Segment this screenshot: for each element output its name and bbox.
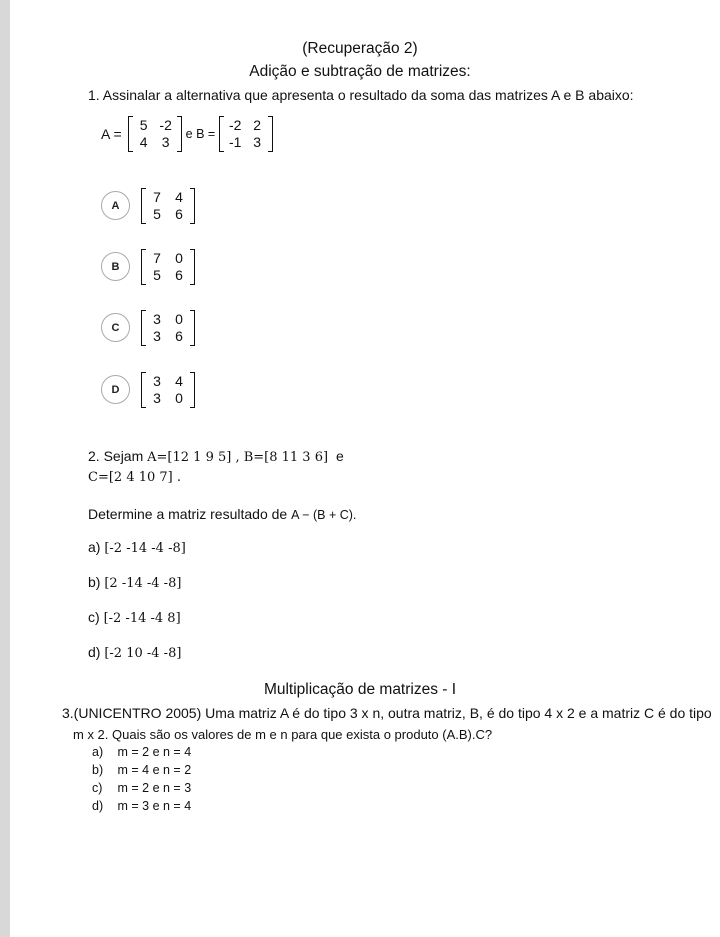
option-c-button[interactable] bbox=[101, 313, 130, 342]
matrix-cell: 6 bbox=[175, 328, 183, 344]
option-c-matrix bbox=[141, 310, 195, 346]
option-letter: B bbox=[111, 260, 120, 273]
answer-label: a) bbox=[88, 539, 101, 555]
option-a-matrix bbox=[141, 188, 195, 224]
matrix-cell: -2 bbox=[228, 117, 242, 133]
question-2-answer-b[interactable] bbox=[88, 574, 181, 591]
matrix-b bbox=[219, 116, 273, 152]
question-1-equation bbox=[101, 116, 273, 152]
option-b-button[interactable] bbox=[101, 252, 130, 281]
matrix-cell: 0 bbox=[175, 311, 183, 327]
matrix-cell: 3 bbox=[153, 390, 161, 406]
question-3-answer-a[interactable] bbox=[92, 745, 191, 759]
matrix-cell: 5 bbox=[153, 206, 161, 222]
question-3-line-2: m x 2. Quais são os valores de m e n para que exista o produto (A.B).C? bbox=[73, 727, 493, 742]
matrix-cell: 4 bbox=[175, 373, 183, 389]
question-3-answer-c[interactable] bbox=[92, 781, 191, 795]
question-2-answer-c[interactable] bbox=[88, 609, 181, 626]
question-3-line-1: 3.(UNICENTRO 2005) Uma matriz A é do tipo 3 x n, outra matriz, B, é do tipo 4 x 2 e a matriz C é do tipo bbox=[62, 705, 712, 721]
option-a-button[interactable] bbox=[101, 191, 130, 220]
matrix-cell: 6 bbox=[175, 267, 183, 283]
answer-value: m = 2 e n = 4 bbox=[117, 745, 192, 759]
question-3-answer-d[interactable] bbox=[92, 799, 191, 813]
question-2-prompt-text: Determine a matriz resultado de bbox=[88, 506, 288, 522]
matrix-cell: 5 bbox=[139, 117, 148, 133]
question-3-answer-b[interactable] bbox=[92, 763, 191, 777]
option-letter: D bbox=[111, 383, 120, 396]
matrix-cell: 4 bbox=[175, 189, 183, 205]
matrix-cell: 3 bbox=[153, 373, 161, 389]
answer-value: m = 3 e n = 4 bbox=[117, 799, 192, 813]
question-2-expression: A − (B + C). bbox=[291, 508, 357, 522]
answer-value: m = 4 e n = 2 bbox=[117, 763, 192, 777]
matrix-a-label: A = bbox=[101, 126, 122, 142]
matrix-cell: 0 bbox=[175, 390, 183, 406]
answer-label: a) bbox=[92, 745, 104, 759]
question-2-connector: e bbox=[335, 448, 344, 464]
matrix-connector: e B = bbox=[185, 127, 216, 141]
matrix-cell: 3 bbox=[253, 134, 262, 150]
page-title: (Recuperação 2) bbox=[302, 40, 418, 57]
matrix-cell: 6 bbox=[175, 206, 183, 222]
option-d-matrix bbox=[141, 372, 195, 408]
page-left-margin bbox=[0, 0, 10, 937]
answer-label: d) bbox=[92, 799, 104, 813]
option-letter: C bbox=[111, 321, 120, 334]
matrix-cell: 5 bbox=[153, 267, 161, 283]
answer-value: [-2 -14 -4 8] bbox=[103, 611, 181, 626]
answer-label: c) bbox=[88, 609, 100, 625]
matrix-a bbox=[128, 116, 182, 152]
matrix-cell: 2 bbox=[253, 117, 262, 133]
matrix-cell: -1 bbox=[228, 134, 242, 150]
option-b-matrix bbox=[141, 249, 195, 285]
question-2-answer-d[interactable] bbox=[88, 644, 181, 661]
question-2-matrix-c: C=[2 4 10 7] . bbox=[88, 470, 181, 485]
question-1-text: 1. Assinalar a alternativa que apresenta o resultado da soma das matrizes A e B abaixo: bbox=[88, 87, 634, 103]
answer-value: [-2 10 -4 -8] bbox=[104, 646, 182, 661]
option-letter: A bbox=[111, 199, 120, 212]
question-2-answer-a[interactable] bbox=[88, 539, 186, 556]
answer-value: m = 2 e n = 3 bbox=[117, 781, 192, 795]
question-2-prompt bbox=[88, 506, 356, 522]
matrix-cell: -2 bbox=[159, 117, 172, 133]
answer-label: b) bbox=[92, 763, 104, 777]
answer-label: c) bbox=[92, 781, 103, 795]
section-title-addition: Adição e subtração de matrizes: bbox=[249, 63, 471, 80]
question-2-line-1 bbox=[88, 448, 344, 465]
question-2-prefix: 2. Sejam bbox=[88, 448, 144, 464]
answer-value: [2 -14 -4 -8] bbox=[104, 576, 182, 591]
question-2-matrices-ab: A=[12 1 9 5] , B=[8 11 3 6] bbox=[147, 450, 329, 465]
matrix-cell: 0 bbox=[175, 250, 183, 266]
section-title-multiplication: Multiplicação de matrizes - I bbox=[263, 681, 457, 698]
option-d-button[interactable] bbox=[101, 375, 130, 404]
answer-value: [-2 -14 -4 -8] bbox=[104, 541, 186, 556]
answer-label: d) bbox=[88, 644, 101, 660]
matrix-cell: 3 bbox=[153, 328, 161, 344]
matrix-cell: 7 bbox=[153, 189, 161, 205]
answer-label: b) bbox=[88, 574, 101, 590]
matrix-cell: 3 bbox=[153, 311, 161, 327]
matrix-cell: 3 bbox=[161, 134, 170, 150]
matrix-cell: 4 bbox=[139, 134, 148, 150]
matrix-cell: 7 bbox=[153, 250, 161, 266]
